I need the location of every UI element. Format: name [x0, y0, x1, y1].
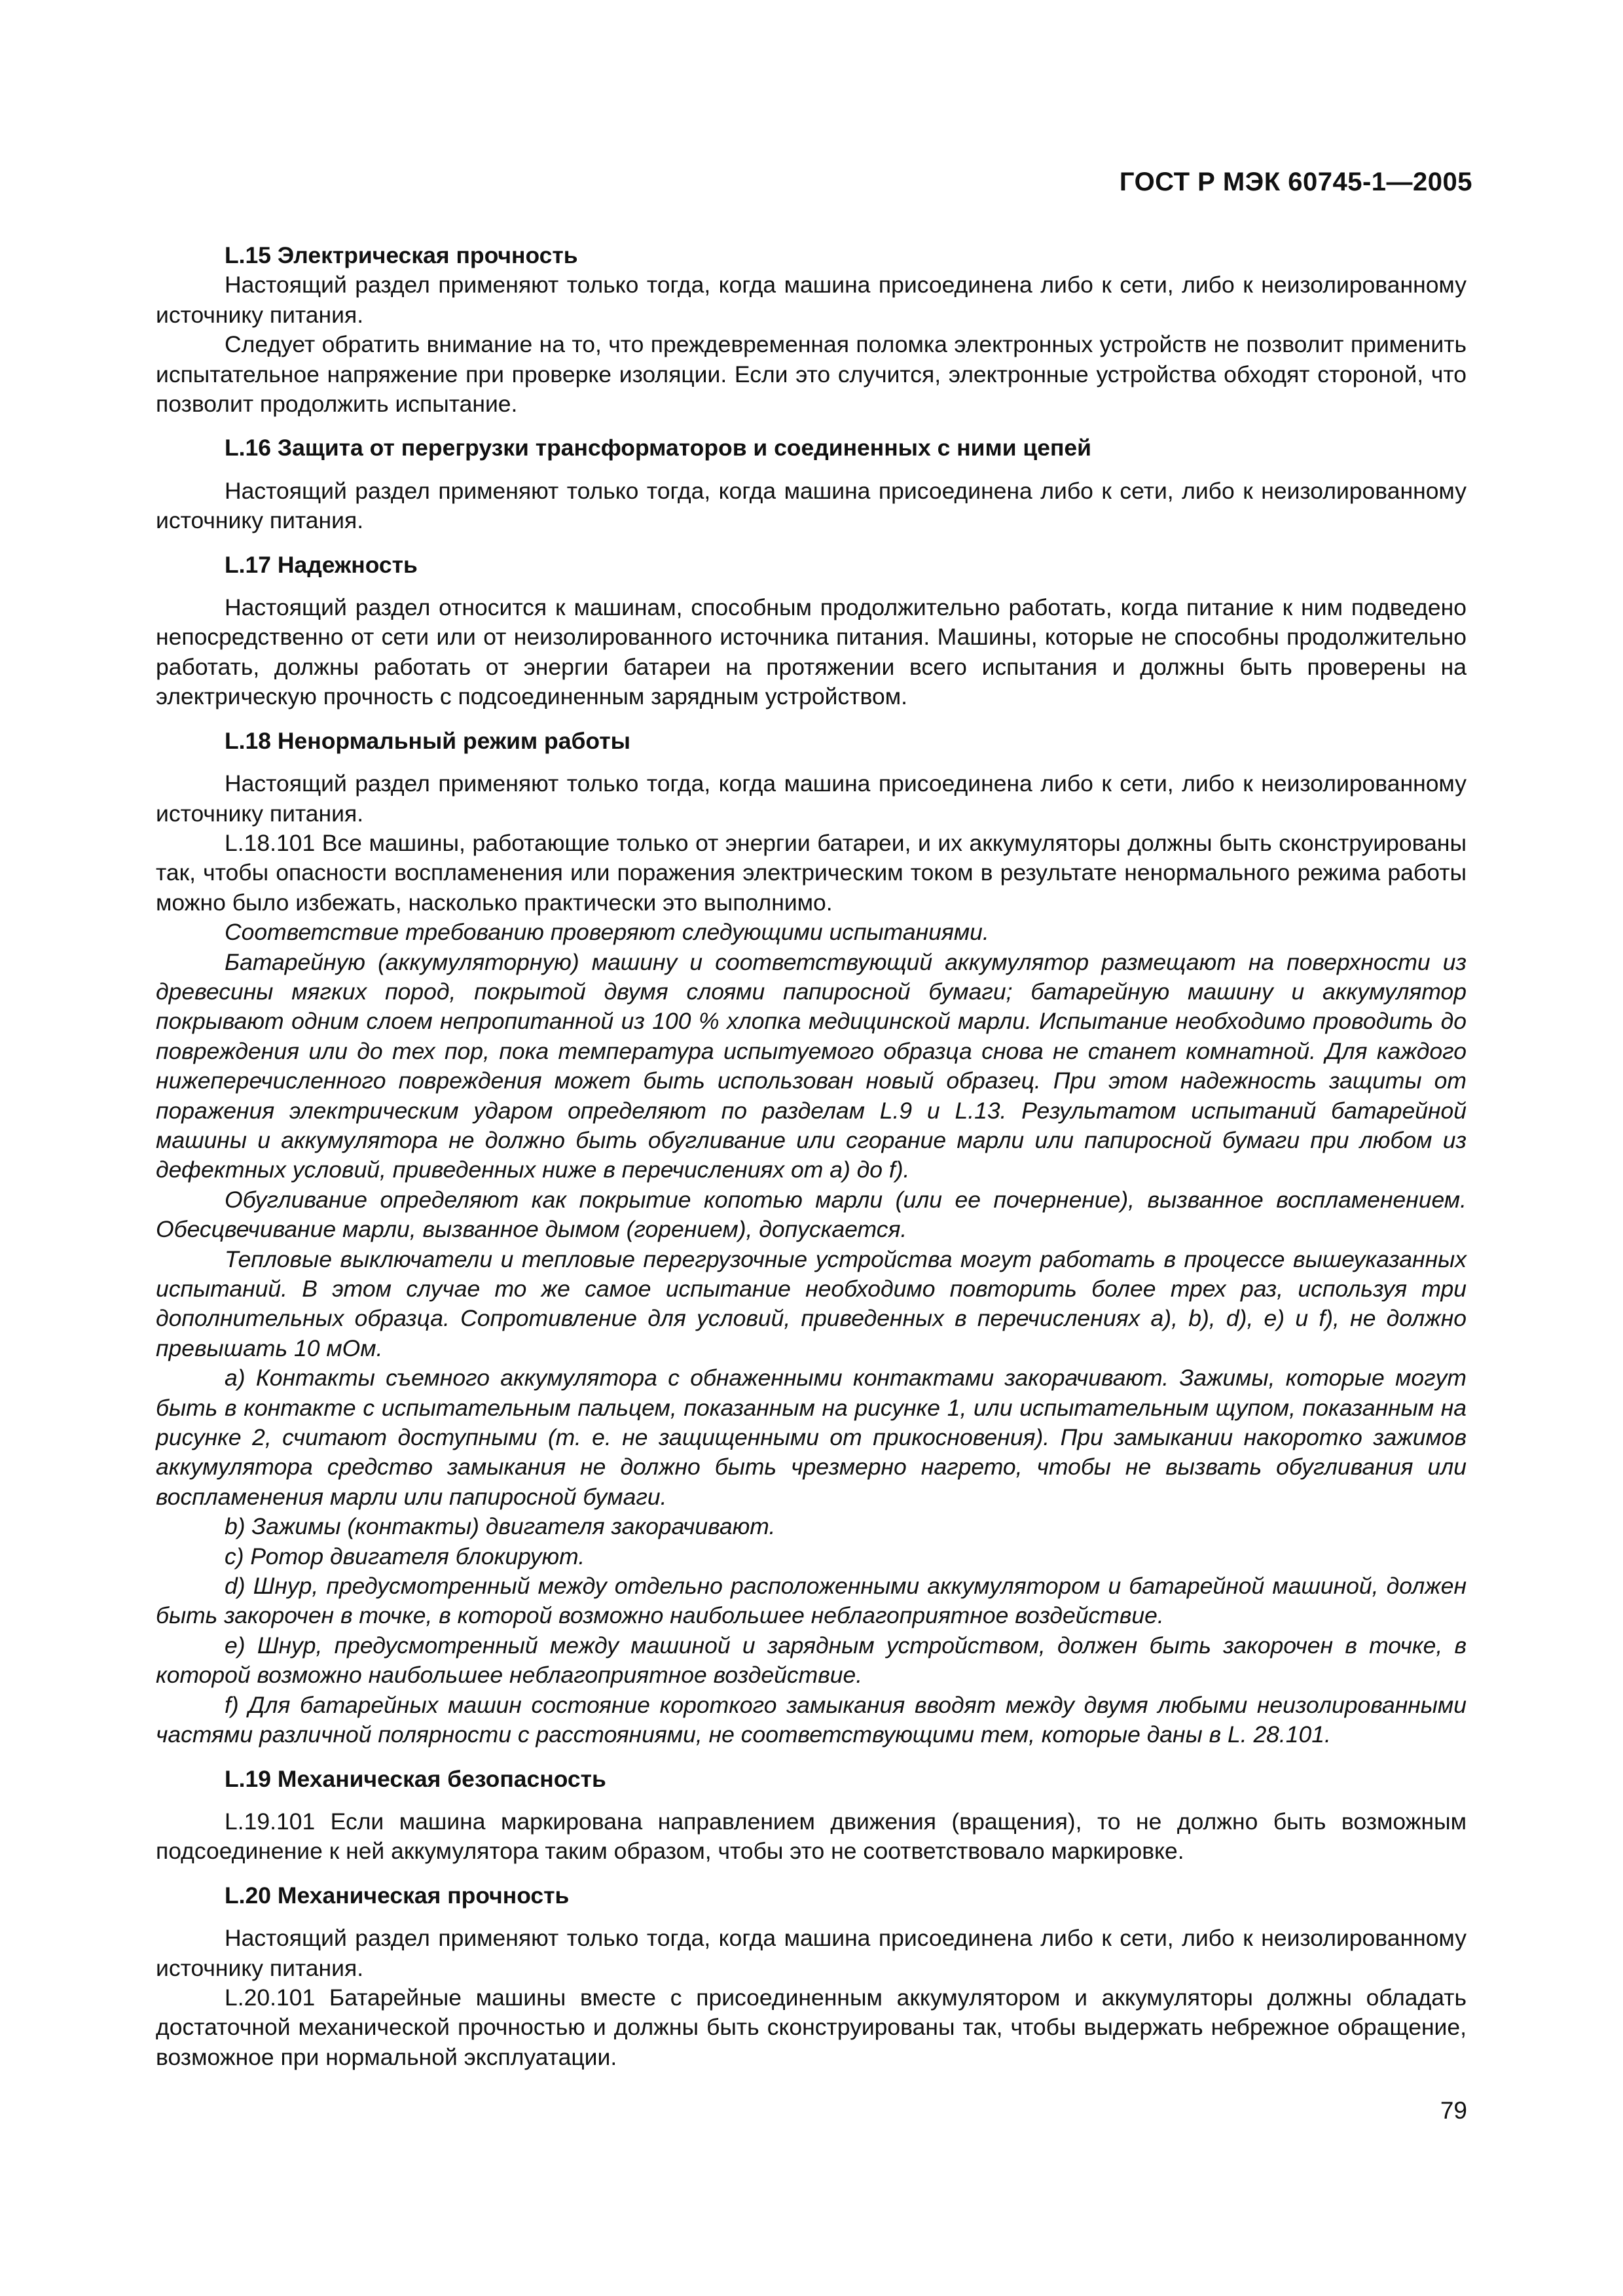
italic-paragraph: Батарейную (аккумуляторную) машину и соответствующий аккумулятор размещают на поверхности из древесины мягких пород, покрытой двумя слоями папиросной бумаги; батарейную машину и аккумулятор покрывают одним слоем непропитанной из 100 % хлопка медицинской марли. Испытание необходимо проводить до повреждения или до тех пор, пока температура испытуемого образца снова не станет комнатной. Для каждого нижеперечисленного повреждения может быть использован новый образец. При этом надежность защиты от поражения электрическим ударом определяют по разделам L.9 и L.13. Результатом испытаний батарейной машины и аккумулятора не должно быть обугливание или сгорание марли или папиросной бумаги при любом из дефектных условий, приведенных ниже в перечислениях от a) до f). — [156, 948, 1467, 1183]
list-item-a: a) Контакты съемного аккумулятора с обнаженными контактами закорачивают. Зажимы, которые могут быть в контакте с испытательным пальцем, показанным на рисунке 1, или испытательным щупом, показанным на рисунке 2, считают доступными (т. е. не защищенными от прикосновения). При замыкании накоротко зажимов аккумулятора средство замыкания не должно быть чрезмерно нагрето, чтобы не вызвать обугливания или воспламенения марли или папиросной бумаги. — [156, 1365, 1467, 1510]
paragraph: Настоящий раздел применяют только тогда, когда машина присоединена либо к сети, либо к неизолированному источнику питания. — [156, 272, 1467, 328]
section-title-l15: L.15 Электрическая прочность — [225, 242, 578, 268]
italic-paragraph: Обугливание определяют как покрытие копотью марли (или ее почернение), вызванное воспламенением. Обесцвечивание марли, вызванное дымом (горением), допускается. — [156, 1186, 1467, 1243]
standard-designation: ГОСТ Р МЭК 60745-1—2005 — [1119, 168, 1472, 196]
list-item-f: f) Для батарейных машин состояние короткого замыкания вводят между двумя любыми неизолированными частями различной полярности с расстояниями, не соответствующими тем, которые даны в L. 28.101. — [156, 1691, 1467, 1748]
paragraph: L.19.101 Если машина маркирована направлением движения (вращения), то не должно быть возможным подсоединение к ней аккумулятора таким образом, чтобы это не соответствовало маркировке. — [156, 1808, 1467, 1865]
paragraph: Настоящий раздел применяют только тогда, когда машина присоединена либо к сети, либо к неизолированному источнику питания. — [156, 477, 1467, 534]
italic-paragraph: Соответствие требованию проверяют следующими испытаниями. — [225, 919, 989, 946]
section-title-l20: L.20 Механическая прочность — [225, 1882, 570, 1909]
paragraph: L.20.101 Батарейные машины вместе с присоединенным аккумулятором и аккумуляторы должны обладать достаточной механической прочностью и должны быть сконструированы так, чтобы выдержать небрежное обращение, возможное при нормальной эксплуатации. — [156, 1984, 1467, 2070]
list-item-c: c) Ротор двигателя блокируют. — [225, 1543, 585, 1570]
italic-paragraph: Тепловые выключатели и тепловые перегрузочные устройства могут работать в процессе вышеуказанных испытаний. В этом случае то же самое испытание необходимо повторить более трех раз, используя три дополнительных образца. Сопротивление для условий, приведенных в перечислениях a), b), d), e) и f), не должно превышать 10 мОм. — [156, 1246, 1467, 1361]
section-title-l18: L.18 Ненормальный режим работы — [225, 727, 630, 754]
list-item-b: b) Зажимы (контакты) двигателя закорачивают. — [225, 1513, 776, 1540]
section-title-l19: L.19 Механическая безопасность — [225, 1765, 606, 1792]
paragraph: Следует обратить внимание на то, что преждевременная поломка электронных устройств не позволит применить испытательное напряжение при проверке изоляции. Если это случится, электронные устройства обходят стороной, что позволит продолжить испытание. — [156, 331, 1467, 418]
page-body — [156, 241, 1467, 2072]
paragraph: Настоящий раздел применяют только тогда, когда машина присоединена либо к сети, либо к неизолированному источнику питания. — [156, 770, 1467, 827]
paragraph: Настоящий раздел относится к машинам, способным продолжительно работать, когда питание к ним подведено непосредственно от сети или от неизолированного источника питания. Машины, которые не способны продолжительно работать, должны работать от энергии батареи на протяжении всего испытания и должны быть проверены на электрическую прочность с подсоединенным зарядным устройством. — [156, 594, 1467, 710]
list-item-d: d) Шнур, предусмотренный между отдельно расположенными аккумулятором и батарейной машиной, должен быть закорочен в точке, в которой возможно наибольшее неблагоприятное воздействие. — [156, 1573, 1467, 1629]
paragraph: Настоящий раздел применяют только тогда, когда машина присоединена либо к сети, либо к неизолированному источнику питания. — [156, 1925, 1467, 1981]
paragraph: L.18.101 Все машины, работающие только от энергии батареи, и их аккумуляторы должны быть сконструированы так, чтобы опасности воспламенения или поражения электрическим током в результате ненормального режима работы можно было избежать, насколько практически это выполнимо. — [156, 829, 1467, 916]
list-item-e: e) Шнур, предусмотренный между машиной и зарядным устройством, должен быть закорочен в точке, в которой возможно наибольшее неблагоприятное воздействие. — [156, 1632, 1467, 1689]
section-title-l16: L.16 Защита от перегрузки трансформаторов и соединенных с ними цепей — [225, 435, 1091, 461]
page-number: 79 — [1440, 2097, 1467, 2124]
section-title-l17: L.17 Надежность — [225, 551, 418, 578]
